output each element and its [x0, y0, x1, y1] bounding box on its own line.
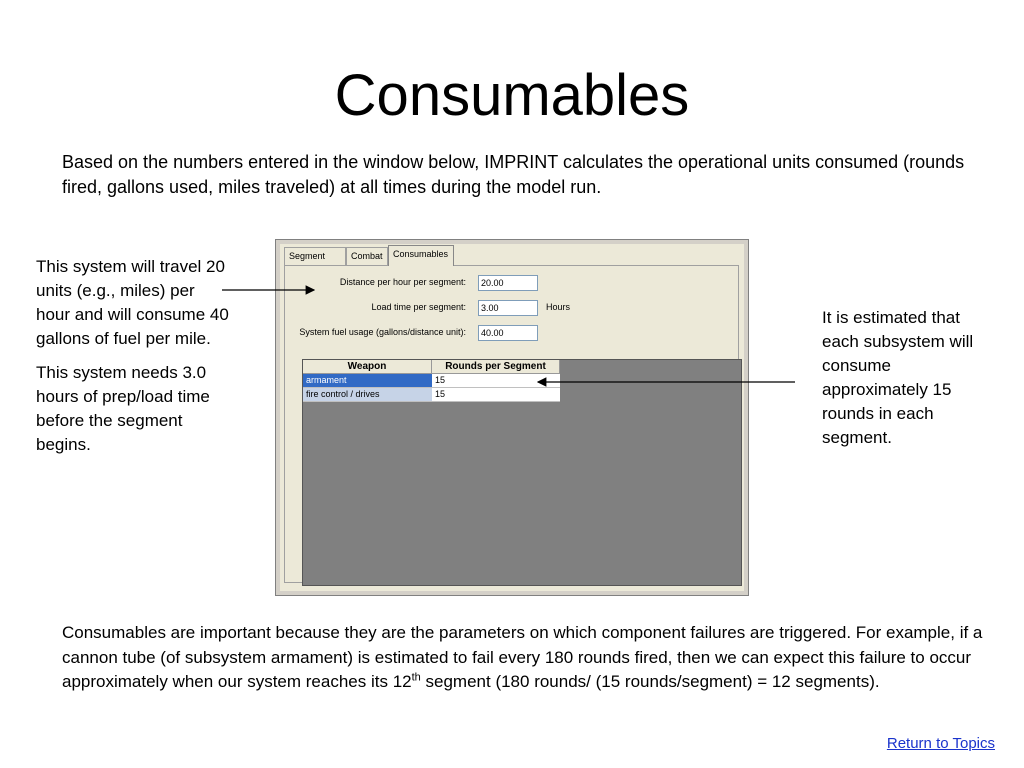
- return-to-topics-link[interactable]: Return to Topics: [886, 735, 995, 752]
- bottom-paragraph: [62, 621, 992, 695]
- load-time-label: Load time per segment:: [371, 302, 466, 312]
- bottom-text-main: Consumables are important because they are the parameters on which component failures are triggered. For example, if a cannon tube (of subsystem armament) is estimated to fail every 180 rounds fired, then we can expect this failure to occur approximately when our system reaches its 12: [62, 623, 983, 691]
- fuel-usage-label: System fuel usage (gallons/distance unit):: [299, 327, 466, 337]
- fuel-usage-input[interactable]: 40.00: [478, 325, 538, 341]
- weapon-cell-armament[interactable]: armament: [303, 374, 432, 388]
- load-time-input[interactable]: 3.00: [478, 300, 538, 316]
- travel-fuel-note: This system will travel 20 units (e.g., miles) per hour and will consume 40 gallons of fuel per mile.: [36, 257, 229, 348]
- distance-label: Distance per hour per segment:: [339, 277, 466, 287]
- weapon-cell-fire-control[interactable]: fire control / drives: [303, 388, 432, 402]
- tab-segment-info[interactable]: Segment: [284, 247, 346, 265]
- hours-unit-label: Hours: [546, 302, 571, 312]
- rounds-cell-fire-control[interactable]: 15: [432, 388, 560, 402]
- rounds-column-header[interactable]: Rounds per Segment: [432, 360, 560, 374]
- tab-combat[interactable]: Combat: [346, 247, 388, 265]
- rounds-cell-armament[interactable]: 15: [432, 374, 560, 388]
- load-time-note: This system needs 3.0 hours of prep/load time before the segment begins.: [36, 363, 210, 454]
- distance-per-hour-input[interactable]: 20.00: [478, 275, 538, 291]
- slide-title: Consumables: [334, 63, 690, 128]
- bottom-text-end: segment (180 rounds/ (15 rounds/segment) = 12 segments).: [420, 672, 880, 691]
- ordinal-superscript: th: [411, 671, 421, 684]
- tab-consumables[interactable]: Consumables: [388, 245, 454, 266]
- intro-paragraph: Based on the numbers entered in the window below, IMPRINT calculates the operational units consumed (rounds fired, gallons used, miles traveled) at all times during the model run.: [62, 152, 965, 197]
- right-annotation: It is estimated that each subsystem will consume approximately 15 rounds in each segment.: [822, 308, 974, 447]
- weapon-column-header[interactable]: Weapon: [303, 360, 432, 374]
